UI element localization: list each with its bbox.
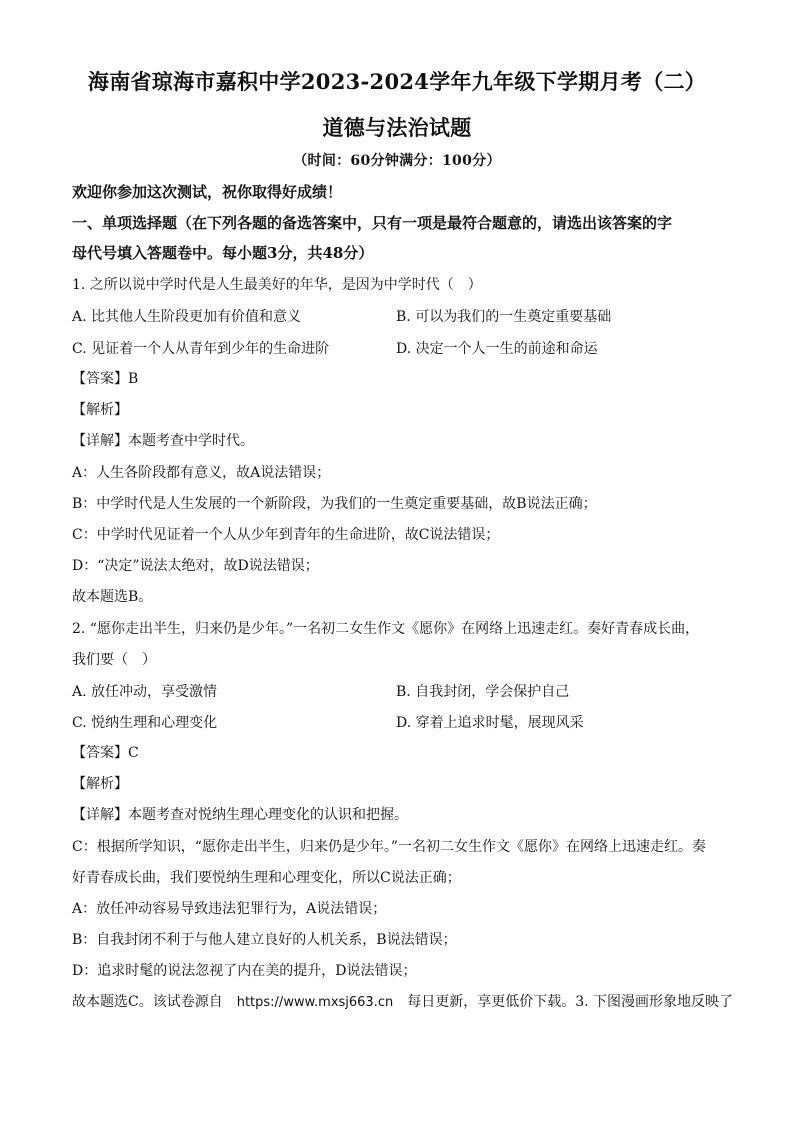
q2-explanation-c-line1: C：根据所学知识，“愿你走出半生，归来仍是少年。”一名初二女生作文《愿你》在网络上迅速走红。奏 [72,839,707,855]
q1-stem: 1. 之所以说中学时代是人生最美好的年华，是因为中学时代（ ） [72,277,482,293]
exam-time-info: （时间：60分钟满分：100分） [293,153,501,169]
q2-option-d: D. 穿着上追求时髦，展现风采 [396,715,584,731]
section-heading-line2: 母代号填入答题卷中。每小题3分，共48分） [72,244,374,262]
q2-explanation-b: B：自我封闭不利于与他人建立良好的人机关系，B说法错误； [72,932,457,948]
q2-conclusion-suffix: 每日更新，享更低价下载。3. 下图漫画形象地反映了 [393,994,734,1010]
q2-explanation-d: D：追求时髦的说法忽视了内在美的提升，D说法错误； [72,963,417,979]
q2-conclusion [72,992,734,1013]
q2-option-c: C. 悦纳生理和心理变化 [72,715,218,731]
q2-analysis-label: 【解析】 [72,776,128,792]
q1-option-d: D. 决定一个人一生的前途和命运 [396,341,598,357]
q1-conclusion: 故本题选B。 [72,589,153,605]
q2-answer: 【答案】C [72,745,139,761]
q1-answer: 【答案】B [72,371,139,387]
q1-analysis-label: 【解析】 [72,402,128,418]
q2-option-a: A. 放任冲动，享受激情 [72,684,218,700]
q1-explanation-a: A：人生各阶段都有意义，故A说法错误； [72,465,331,481]
exam-title: 海南省琼海市嘉积中学2023-2024学年九年级下学期月考（二） [87,69,707,94]
q2-stem-line2: 我们要（ ） [72,652,156,668]
q2-option-b: B. 自我封闭，学会保护自己 [396,684,570,700]
q1-detail: 【详解】本题考查中学时代。 [72,433,254,449]
q1-option-c: C. 见证着一个人从青年到少年的生命进阶 [72,341,330,357]
q2-explanation-a: A：放任冲动容易导致违法犯罪行为，A说法错误； [72,901,387,917]
source-url-link[interactable]: https://www.mxsj663.cn [236,995,394,1010]
q2-detail: 【详解】本题考查对悦纳生理心理变化的认识和把握。 [72,807,408,823]
q1-explanation-b: B：中学时代是人生发展的一个新阶段，为我们的一生奠定重要基础，故B说法正确； [72,496,597,512]
q2-explanation-c-line2: 好青春成长曲，我们要悦纳生理和心理变化，所以C说法正确； [72,870,461,886]
q1-option-b: B. 可以为我们的一生奠定重要基础 [396,309,612,325]
q1-option-a: A. 比其他人生阶段更加有价值和意义 [72,309,302,325]
q2-conclusion-prefix: 故本题选C。该试卷源自 [72,994,237,1010]
section-heading-line1: 一、单项选择题（在下列各题的备选答案中，只有一项是最符合题意的，请选出该答案的字 [72,214,673,232]
q2-stem-line1: 2. “愿你走出半生，归来仍是少年。”一名初二女生作文《愿你》在网络上迅速走红。奏好青春成长曲， [72,621,700,637]
q1-explanation-d: D：“决定”说法太绝对，故D说法错误； [72,558,319,574]
greeting: 欢迎你参加这次测试，祝你取得好成绩！ [72,183,343,201]
exam-subject: 道德与法治试题 [322,115,472,140]
q1-explanation-c: C：中学时代见证着一个人从少年到青年的生命进阶，故C说法错误； [72,527,500,543]
